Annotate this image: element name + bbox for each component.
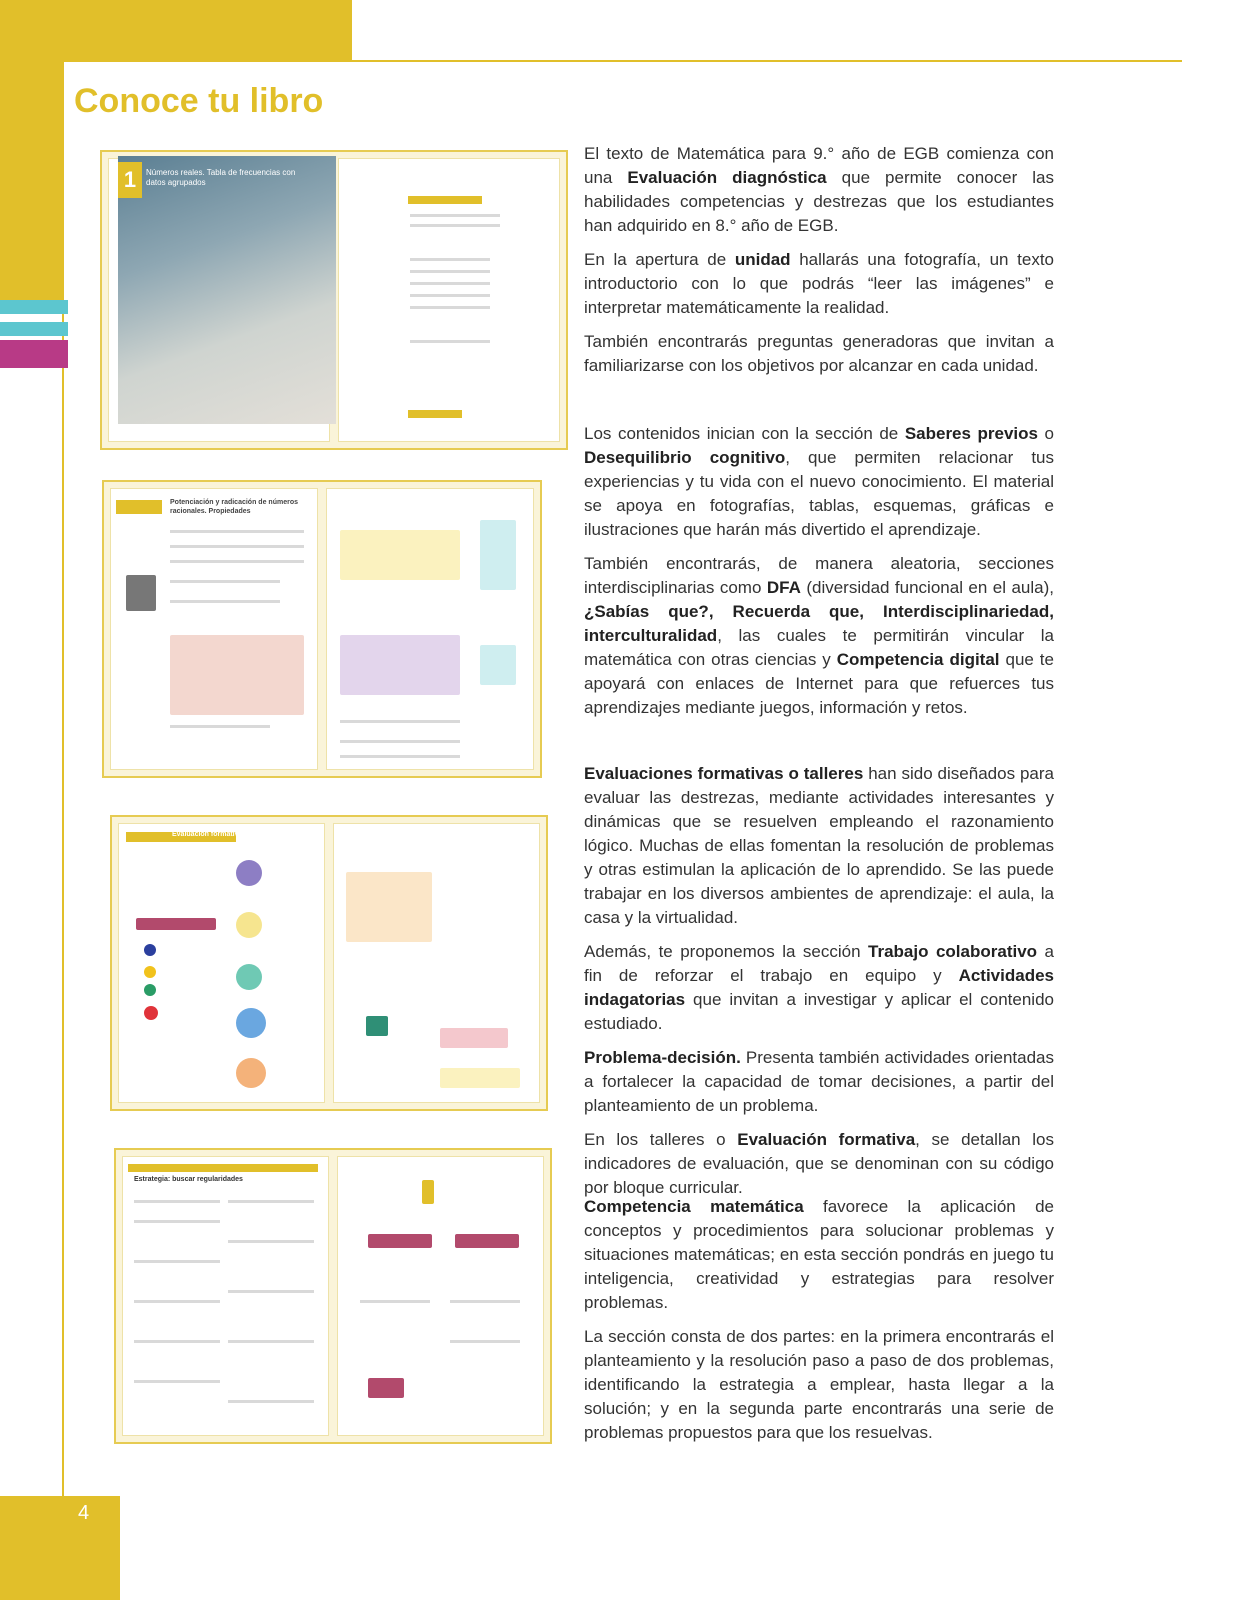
text-line (170, 580, 280, 583)
image-placeholder (126, 575, 156, 611)
paragraph: Además, te proponemos la sección Trabajo colaborativo a fin de reforzar el trabajo en equipo y Actividades indagatorias que invitan a investigar y aplicar el contenido estudiado. (584, 942, 1054, 1033)
paragraph: El texto de Matemática para 9.° año de EGB comienza con una Evaluación diagnóstica que permite conocer las habilidades competencias y destrezas que los estudiantes han adquirido en 8.° año de EGB. (584, 144, 1054, 235)
evaluation-section (584, 762, 1054, 1210)
math-competence-section (584, 1195, 1054, 1455)
text-line (228, 1200, 314, 1203)
thumbnail-formative-evaluation (110, 815, 548, 1111)
paragraph: La sección consta de dos partes: en la primera encontrarás el planteamiento y la resolución paso a paso de dos problemas, identificando la estrategia a emplear, hasta llegar a la solución; y en la segunda parte encontrarás una serie de problemas propuestos para que los resuelvas. (584, 1327, 1054, 1442)
shape-dot (144, 966, 156, 978)
sidebar-box (480, 520, 516, 590)
paragraph: Los contenidos inician con la sección de Saberes previos o Desequilibrio cognitivo, que permiten relacionar tus experiencias y tu vida con el nuevo conocimiento. El material se apoya en fotografías, tablas, esquemas, gráficas e ilustraciones que harán más divertido el aprendizaje. (584, 424, 1054, 539)
page-number: 4 (78, 1502, 90, 1524)
text-line (410, 258, 490, 261)
text-line (134, 1200, 220, 1203)
thumbnail-content-pages (102, 480, 542, 778)
text-line (170, 545, 304, 548)
page-title: Conoce tu libro (74, 82, 324, 120)
unit-opening-photo (118, 156, 336, 424)
polygon-figure (236, 964, 262, 990)
shape-dot (144, 1006, 158, 1020)
text-line (360, 1300, 430, 1303)
table-header (455, 1234, 519, 1248)
table-placeholder (340, 635, 460, 695)
text-line (450, 1300, 520, 1303)
polygon-figure (236, 1058, 266, 1088)
contents-section (584, 422, 1054, 730)
paragraph: También encontrarás preguntas generadoras que invitan a familiarizarse con los objetivos por alcanzar en cada unidad. (584, 332, 1054, 375)
text-line (410, 282, 490, 285)
text-line (340, 740, 460, 743)
text-line (134, 1340, 220, 1343)
topic-title: Potenciación y radicación de números racionales. Propiedades (170, 499, 298, 515)
highlight-block (340, 530, 460, 580)
text-line (410, 214, 500, 217)
text-line (450, 1340, 520, 1343)
paragraph: Problema-decisión. Presenta también actividades orientadas a fortalecer la capacidad de tomar decisiones, a partir del planteamiento de un problema. (584, 1048, 1054, 1115)
unit-title: Números reales. Tabla de frecuencias con datos agrupados (146, 168, 296, 187)
text-line (410, 306, 490, 309)
intro-section (584, 142, 1054, 388)
text-line (228, 1400, 314, 1403)
text-line (410, 270, 490, 273)
decorative-band (408, 196, 482, 204)
strategy-title: Estrategia: buscar regularidades (134, 1176, 243, 1183)
figure-block (422, 1180, 434, 1204)
paragraph: También encontrarás, de manera aleatoria, secciones interdisciplinarias como DFA (diversidad funcional en el aula), ¿Sabías que?, Recuerda que, Interdisciplinariedad, interculturalidad, las cuales te permitirán vincular la matemática con otras ciencias y Competencia digital que te apoyará con enlaces de Internet para que refuerces tus aprendizajes mediante juegos, información y retos. (584, 554, 1055, 717)
text-line (170, 600, 280, 603)
decorative-band (408, 410, 462, 418)
text-line (134, 1220, 220, 1223)
unit-badge: 1 (118, 162, 142, 198)
text-line (134, 1380, 220, 1383)
text-line (134, 1300, 220, 1303)
text-line (170, 725, 270, 728)
paragraph: En la apertura de unidad hallarás una fotografía, un texto introductorio con lo que podrás “leer las imágenes” e interpretar matemáticamente la realidad. (584, 250, 1054, 317)
polygon-figure (236, 912, 262, 938)
side-tab-magenta (0, 340, 68, 368)
table-placeholder (170, 635, 304, 715)
page-number-corner (0, 1496, 120, 1600)
left-accent-bar (0, 0, 62, 300)
topic-badge (116, 500, 162, 514)
text-line (228, 1240, 314, 1243)
highlight-block (440, 1068, 520, 1088)
highlight-block (440, 1028, 508, 1048)
text-line (170, 530, 304, 533)
text-line (228, 1290, 314, 1293)
side-tab-cyan (0, 300, 68, 314)
polygon-figure (236, 1008, 266, 1038)
evaluation-title: Evaluación formativa (172, 831, 243, 838)
side-tab-cyan (0, 322, 68, 336)
shape-dot (144, 984, 156, 996)
table-placeholder (346, 872, 432, 942)
text-line (410, 224, 500, 227)
table-header (368, 1234, 432, 1248)
text-line (340, 755, 460, 758)
text-line (410, 294, 490, 297)
sidebar-box (480, 645, 516, 685)
pentagon-figure (366, 1016, 388, 1036)
table-header (368, 1378, 404, 1398)
shape-dot (144, 944, 156, 956)
paragraph: Competencia matemática favorece la aplicación de conceptos y procedimientos para solucionar problemas y situaciones matemáticas; en esta sección pondrás en juego tu inteligencia, creatividad y estrategias para resolver problemas. (584, 1197, 1054, 1312)
polygon-figure (236, 860, 262, 886)
text-line (340, 720, 460, 723)
thumbnail-math-competence (114, 1148, 552, 1444)
section-header-band (128, 1164, 318, 1172)
text-line (410, 340, 490, 343)
paragraph: En los talleres o Evaluación formativa, se detallan los indicadores de evaluación, que se denominan con su código por bloque curricular. (584, 1130, 1054, 1197)
text-line (134, 1260, 220, 1263)
paragraph: Evaluaciones formativas o talleres han sido diseñados para evaluar las destrezas, mediante actividades interesantes y dinámicas que se resuelven empleando el razonamiento lógico. Muchas de ellas fomentan la resolución de problemas y otras estimulan la aplicación de lo aprendido. Se las puede trabajar en los diversos ambientes de aprendizaje: el aula, la casa y la virtualidad. (584, 764, 1054, 927)
text-line (228, 1340, 314, 1343)
text-line (170, 560, 304, 563)
table-header (136, 918, 216, 930)
